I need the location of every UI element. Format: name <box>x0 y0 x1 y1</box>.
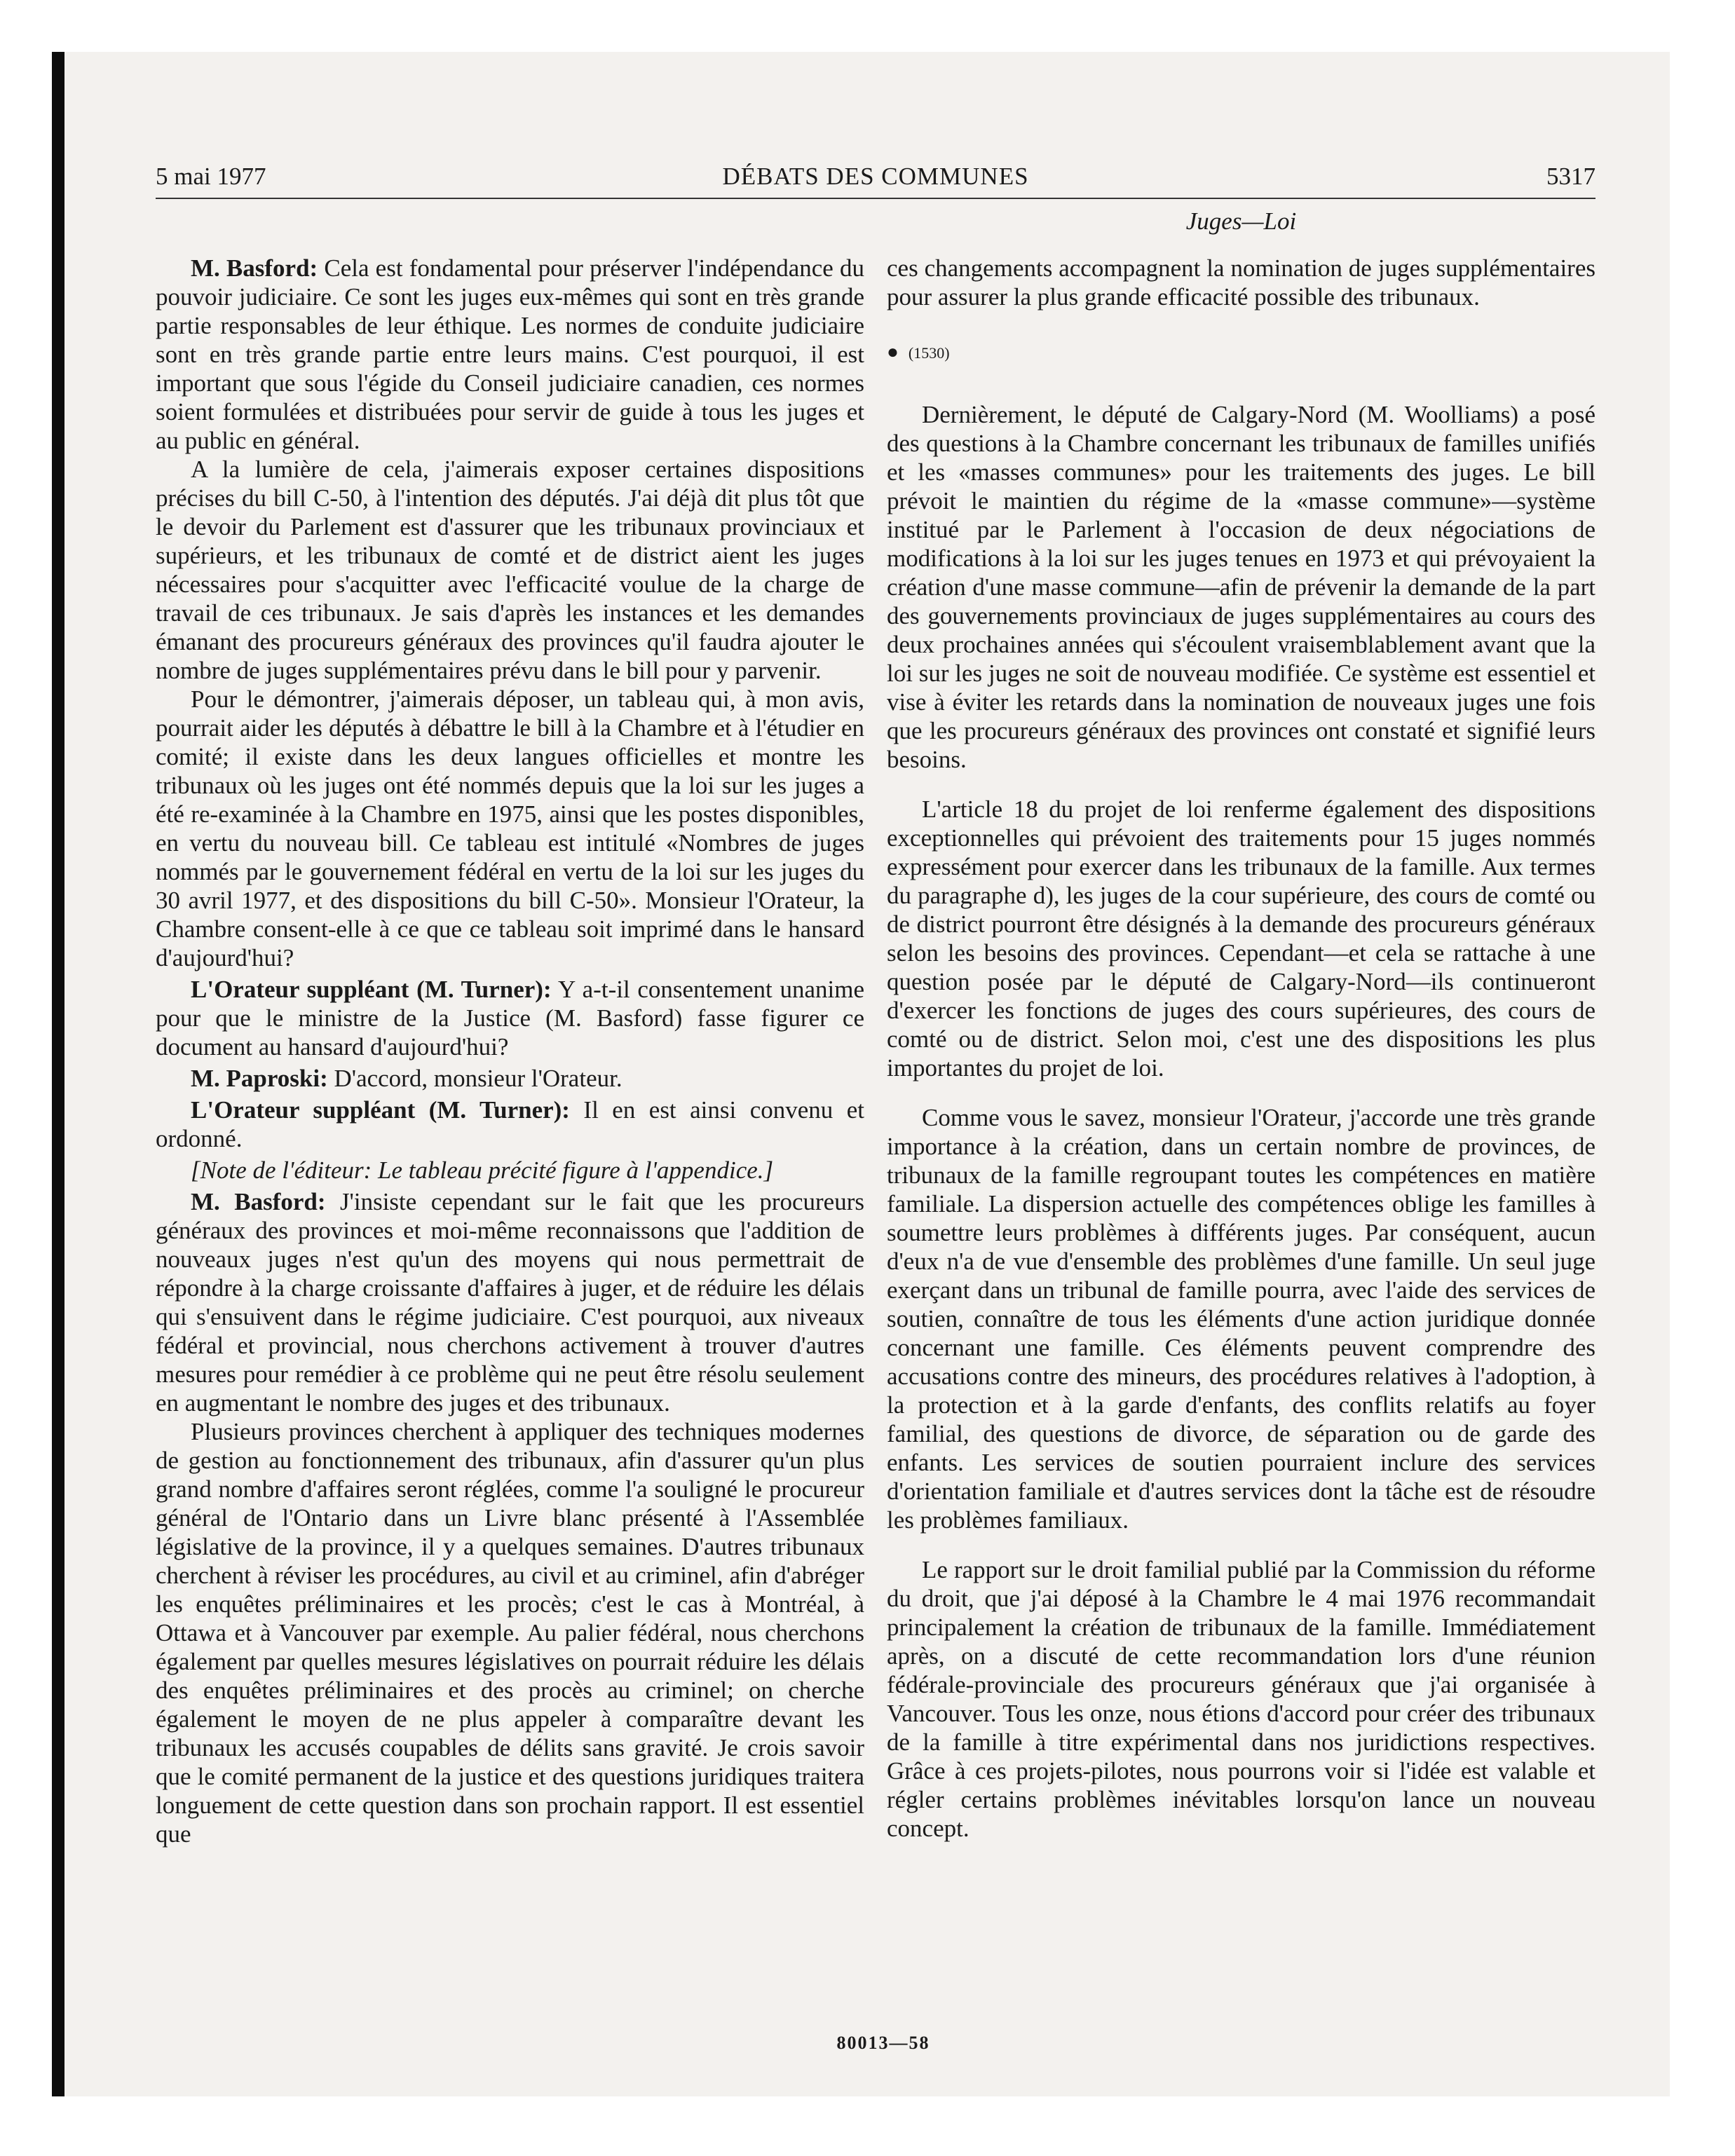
header-date: 5 mai 1977 <box>156 163 266 190</box>
speaker-name: M. Paproski: <box>191 1065 328 1092</box>
paragraph: L'Orateur suppléant (M. Turner): Il en est ainsi convenu et ordonné. <box>156 1096 864 1152</box>
footer-code: 80013—58 <box>836 2033 930 2053</box>
time-marker: ● (1530) <box>887 341 950 363</box>
paragraph: L'Orateur suppléant (M. Turner): Y a-t-il consentement unanime pour que le ministre de la Justice (M. Basford) fasse figurer ce document au hansard d'aujourd'hui? <box>156 976 864 1060</box>
speaker-name: L'Orateur suppléant (M. Turner): <box>191 976 552 1003</box>
paragraph: M. Basford: J'insiste cependant sur le fait que les procureurs généraux des provinces et moi-même reconnaissons que l'addition de nouveaux juges n'est qu'un des moyens qui nous permettrait de répondre à la charge croissante d'affaires à juger, et de réduire les délais qui s'ensuivent dans le régime judiciaire. C'est pourquoi, aux niveaux fédéral et provincial, nous cherchons activement à trouver d'autres mesures pour remédier à ce problème qui ne peut être résolu seulement en augmentant le nombre des juges et des tribunaux. <box>156 1188 864 1417</box>
scan-binding-edge <box>52 52 64 2096</box>
bullet-icon: ● <box>887 341 899 363</box>
paragraph: Plusieurs provinces cherchent à appliquer des techniques modernes de gestion au fonctionnement des tribunaux, afin d'assurer qu'un plus grand nombre d'affaires seront réglées, comme l'a souligné le procureur général de l'Ontario dans un Livre blanc présenté à l'Assemblée législative de la province, il y a quelques semaines. D'autres tribunaux cherchent à réviser les procédures, au civil et au criminel, afin d'abréger les enquêtes préliminaires et les procès; c'est le cas à Montréal, à Ottawa et à Vancouver par exemple. Au palier fédéral, nous cherchons également par quelles mesures législatives on pourrait réduire les délais des enquêtes préliminaires et des procès au criminel; on cherche également le moyen de ne plus appeler à comparaître devant les tribunaux les accusés coupables de délits sans gravité. Je crois savoir que le comité permanent de la justice et des questions juridiques traitera longuement de cette question dans son prochain rapport. Il est essentiel que <box>156 1418 864 1848</box>
paragraph: A la lumière de cela, j'aimerais exposer certaines dispositions précises du bill C-50, à l'intention des députés. J'ai déjà dit plus tôt que le devoir du Parlement est d'assurer que les tribunaux provinciaux et supérieurs, et les tribunaux de comté et de district aient les juges nécessaires pour s'acquitter avec l'efficacité voulue de la charge de travail de ces tribunaux. Je sais d'après les instances et les demandes émanant des procureurs généraux des provinces qu'il faudra ajouter le nombre de juges supplémentaires prévu dans le bill pour y parvenir. <box>156 456 864 684</box>
paragraph: Le rapport sur le droit familial publié par la Commission du réforme du droit, que j'ai déposé à la Chambre le 4 mai 1976 recommandait principalement la création de tribunaux de la famille. Immédiatement après, on a discuté de cette recommandation lors d'une réunion fédérale-provinciale des procureurs généraux que j'ai organisée à Vancouver. Tous les onze, nous étions d'accord pour créer des tribunaux de la famille à titre expérimental dans nos juridictions respectives. Grâce à ces projets-pilotes, nous pourrons voir si l'idée est valable et régler certains problèmes inévitables lorsqu'on lance un nouveau concept. <box>887 1556 1595 1842</box>
right-column <box>887 254 1595 1843</box>
left-column <box>156 254 864 1848</box>
continued-paragraph: ces changements accompagnent la nomination de juges supplémentaires pour assurer la plus grande efficacité possible des tribunaux. <box>887 254 1595 311</box>
paragraph: Pour le démontrer, j'aimerais déposer, un tableau qui, à mon avis, pourrait aider les députés à débattre le bill à la Chambre et à l'étudier en comité; il existe dans les deux langues officielles et montre les tribunaux où les juges ont été nommés depuis que la loi sur les juges a été re-examinée à la Chambre en 1975, ainsi que les postes disponibles, en vertu du nouveau bill. Ce tableau est intitulé «Nombres de juges nommés par le gouvernement fédéral en vertu de la loi sur les juges du 30 avril 1977, et des dispositions du bill C-50». Monsieur l'Orateur, la Chambre consent-elle à ce que ce tableau soit imprimé dans le hansard d'aujourd'hui? <box>156 685 864 971</box>
paragraph: Dernièrement, le député de Calgary-Nord (M. Woolliams) a posé des questions à la Chambre concernant les tribunaux de familles unifiés et les «masses communes» pour les traitements des juges. Le bill prévoit le maintien du régime de la «masse commune»—système institué par le Parlement à l'occasion de deux négociations de modifications à la loi sur les juges tenues en 1973 et qui prévoyaient la création d'une masse commune—afin de prévenir la demande de la part des gouvernements provinciaux de juges supplémentaires au cours des deux prochaines années qui s'écoulent vraisemblablement avant que la loi sur les juges ne soit de nouveau modifiée. Ce système est essentiel et vise à éviter les retards dans la nomination de nouveaux juges une fois que les procureurs généraux des provinces ont constaté et signifié leurs besoins. <box>887 401 1595 773</box>
page-header <box>156 153 1595 199</box>
page-number: 5317 <box>1546 163 1595 190</box>
paragraph: L'article 18 du projet de loi renferme également des dispositions exceptionnelles qui prévoient des traitements pour 15 juges nommés expressément pour exercer dans les tribunaux de la famille. Aux termes du paragraphe d), les juges de la cour supérieure, des cours de comté ou de district pourront être désignés à la demande des procureurs généraux selon les besoins des provinces. Cependant—et cela se rattache à une question posée par le député de Calgary-Nord—ils continueront d'exercer les fonctions de juges des cours supérieures, des cours de comté ou de district. Selon moi, c'est une des dispositions les plus importantes du projet de loi. <box>887 796 1595 1082</box>
editor-note: [Note de l'éditeur: Le tableau précité figure à l'appendice.] <box>191 1157 774 1184</box>
paragraph: Comme vous le savez, monsieur l'Orateur, j'accorde une très grande importance à la création, dans un certain nombre de provinces, de tribunaux de la famille regroupant toutes les compétences en matière familiale. La dispersion actuelle des compétences oblige les familles à soumettre leurs problèmes à différents juges. Par conséquent, aucun d'eux n'a de vue d'ensemble des problèmes d'une famille. Un seul juge exerçant dans un tribunal de famille pourra, avec l'aide des services de soutien, connaître de tous les éléments d'une action juridique donnée concernant une famille. Ces éléments peuvent comprendre des accusations contre des mineurs, des procédures relatives à l'adoption, à la protection et à la garde d'enfants, des conflits relatifs au foyer familial, des questions de divorce, de séparation ou de garde des enfants. Les services de soutien pourraient inclure des services d'orientation familiale et d'autres services dont la tâche est de résoudre les problèmes familiaux. <box>887 1104 1595 1534</box>
paragraph: M. Basford: Cela est fondamental pour préserver l'indépendance du pouvoir judiciaire. Ce sont les juges eux-mêmes qui sont en très grande partie responsables de leur éthique. Les normes de conduite judiciaire sont en très grande partie entre leurs mains. C'est pourquoi, il est important que sous l'égide du Conseil judiciaire canadien, ces normes soient formulées et distribuées pour servir de guide à tous les juges et au public en général. <box>156 254 864 454</box>
speaker-name: M. Basford: <box>191 254 318 282</box>
publication-title: DÉBATS DES COMMUNES <box>722 163 1029 190</box>
speaker-name: L'Orateur suppléant (M. Turner): <box>191 1096 570 1124</box>
speaker-name: M. Basford: <box>191 1188 326 1215</box>
paragraph: M. Paproski: D'accord, monsieur l'Orateur. <box>191 1065 622 1092</box>
running-head: Juges—Loi <box>1185 207 1297 235</box>
